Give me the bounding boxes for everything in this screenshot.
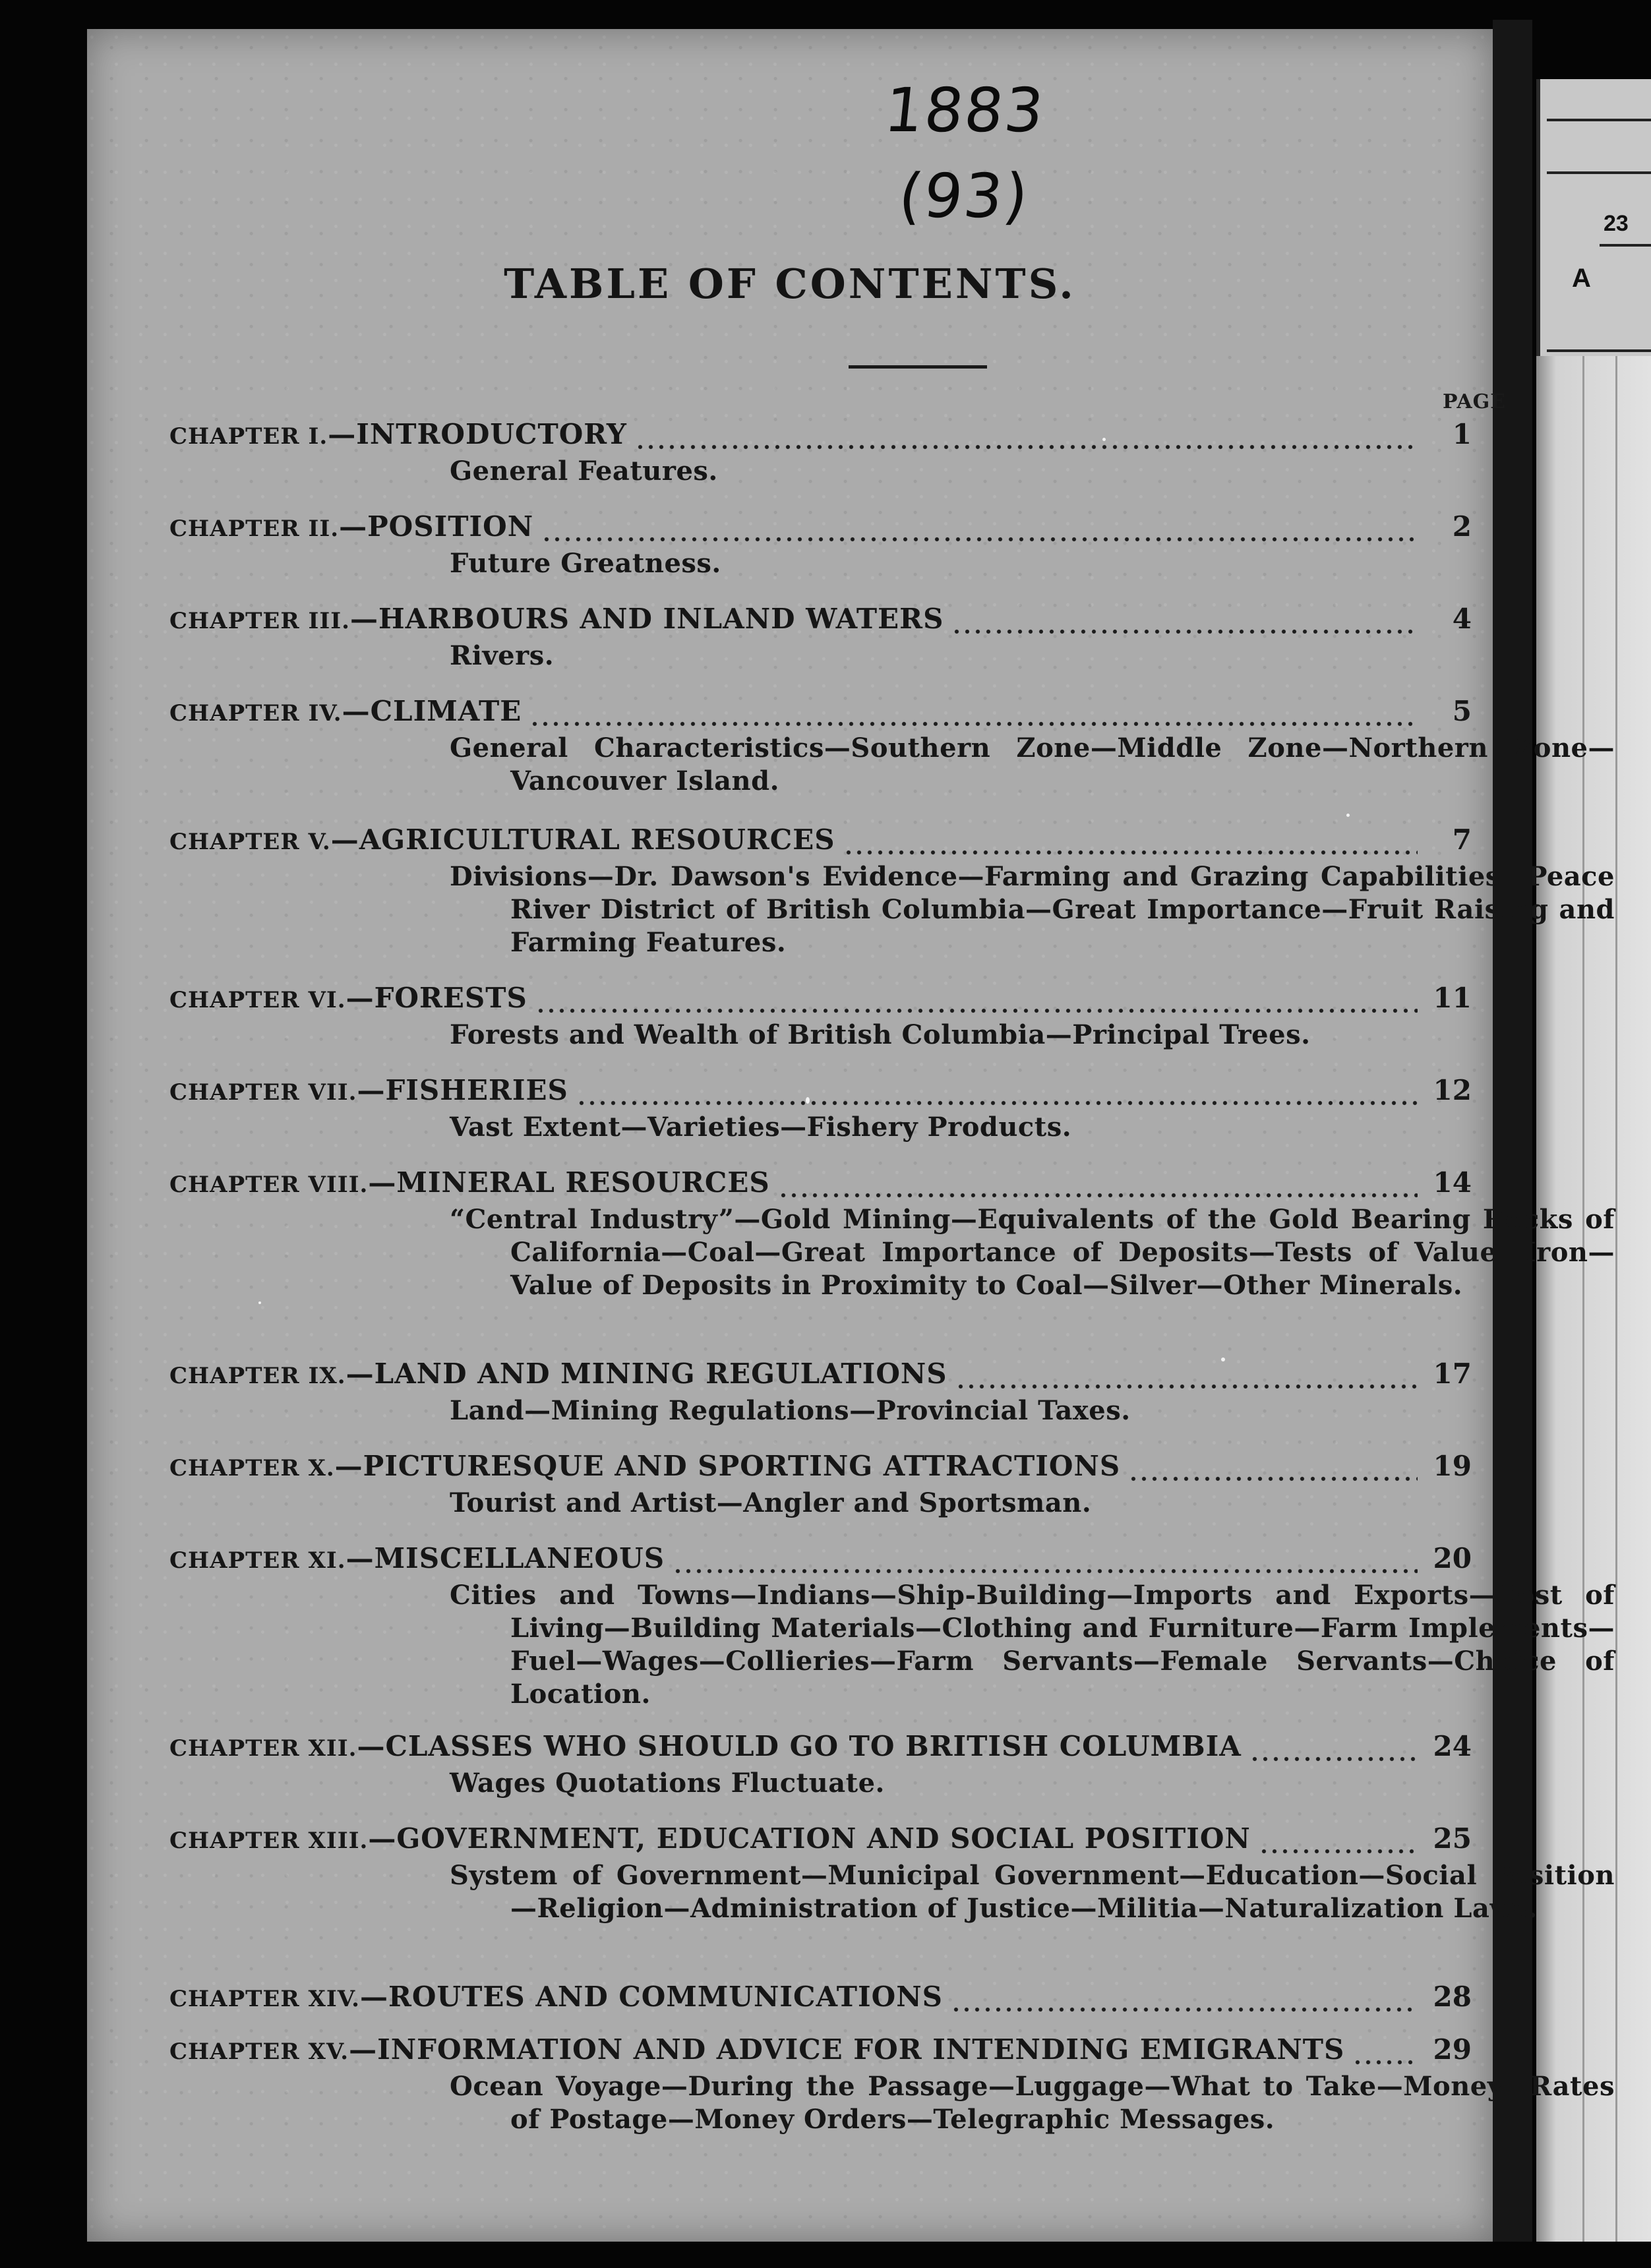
handwritten-number: (93) <box>895 161 1033 231</box>
chapter-page-number: 2 <box>1452 510 1472 543</box>
chapter-label: CHAPTER IV. <box>169 700 342 727</box>
dot-leader <box>541 537 1418 542</box>
toc-entry-heading <box>169 1542 1472 1583</box>
toc-entry-heading <box>169 1730 1472 1771</box>
chapter-label: CHAPTER VIII. <box>169 1172 369 1198</box>
chapter-page-number: 24 <box>1433 1730 1472 1762</box>
map-fragment-number: 23 <box>1604 211 1629 236</box>
page-title: TABLE OF CONTENTS. <box>504 260 1076 308</box>
dot-leader <box>1259 1849 1418 1854</box>
chapter-description: General Features. <box>450 456 718 487</box>
handwritten-year: 1883 <box>881 75 1048 146</box>
scanned-page <box>87 29 1615 2242</box>
chapter-label: CHAPTER XIII. <box>169 1828 369 1854</box>
chapter-page-number: 25 <box>1433 1822 1472 1855</box>
toc-entry <box>169 418 1472 488</box>
chapter-description: Rivers. <box>450 640 555 671</box>
chapter-title: —FORESTS <box>345 982 527 1014</box>
chapter-description: Tourist and Artist—Angler and Sportsman. <box>450 1487 1092 1518</box>
adjacent-map-fragment <box>1536 79 1651 356</box>
chapter-label: CHAPTER XIV. <box>169 1986 360 2012</box>
dot-leader <box>843 850 1418 855</box>
toc-entry-heading <box>169 1450 1472 1491</box>
dot-leader <box>576 1100 1418 1106</box>
chapter-page-number: 1 <box>1452 418 1472 450</box>
toc-entry-heading <box>169 982 1472 1023</box>
toc-entry <box>169 1450 1472 1520</box>
dot-leader <box>1128 1476 1418 1481</box>
chapter-label: CHAPTER V. <box>169 829 331 855</box>
chapter-label: CHAPTER III. <box>169 608 350 634</box>
dot-leader <box>778 1193 1418 1198</box>
chapter-title: —LAND AND MINING REGULATIONS <box>345 1358 947 1390</box>
toc-entry <box>169 2033 1615 2136</box>
dot-leader <box>955 1384 1418 1389</box>
dot-leader <box>535 1008 1418 1013</box>
chapter-description: Cities and Towns—Indians—Ship-Building—Imports and Exports—Cost of Living—Building Materials—Clothing and Furniture—Farm Implements—Fuel—Wages—Collieries—Farm Servants—Female Servants—Choice of Location. <box>450 1580 1615 1710</box>
chapter-title: —POSITION <box>339 510 534 543</box>
dot-leader <box>1352 2060 1418 2065</box>
toc-entry <box>169 510 1472 580</box>
chapter-description: “Central Industry”—Gold Mining—Equivalents of the Gold Bearing Rocks of California—Coal—Great Importance of Deposits—Tests of Value—Iron—Value of Deposits in Proximity to Coal—Silver—Other Minerals. <box>450 1204 1615 1301</box>
chapter-label: CHAPTER VI. <box>169 987 346 1013</box>
dot-leader <box>673 1568 1418 1574</box>
chapter-page-number: 7 <box>1452 823 1472 856</box>
chapter-title: —INTRODUCTORY <box>328 418 627 450</box>
page-column-label: PAGE <box>1443 390 1507 413</box>
chapter-page-number: 20 <box>1433 1542 1472 1574</box>
toc-entry <box>169 1822 1615 1925</box>
dot-leader <box>635 444 1418 450</box>
toc-entry-heading <box>169 1981 1472 2021</box>
chapter-description: Land—Mining Regulations—Provincial Taxes. <box>450 1395 1131 1426</box>
chapter-description: Divisions—Dr. Dawson's Evidence—Farming and Grazing Capabilities—Peace River District of British Columbia—Great Importance—Fruit Raising and Farming Features. <box>450 861 1615 958</box>
toc-entry-heading <box>169 1166 1472 1207</box>
chapter-title: —GOVERNMENT, EDUCATION AND SOCIAL POSITION <box>368 1822 1251 1855</box>
toc-entry <box>169 1730 1472 1800</box>
toc-entry-heading <box>169 1822 1472 1863</box>
chapter-title: —HARBOURS AND INLAND WATERS <box>350 603 944 635</box>
chapter-label: CHAPTER XII. <box>169 1735 357 1762</box>
chapter-description: Future Greatness. <box>450 548 721 579</box>
toc-entry-heading <box>169 1074 1472 1115</box>
toc-entry-heading <box>169 603 1472 643</box>
toc-entry <box>169 695 1615 798</box>
chapter-label: CHAPTER XI. <box>169 1547 346 1574</box>
chapter-label: CHAPTER I. <box>169 423 328 450</box>
chapter-page-number: 11 <box>1433 982 1472 1014</box>
chapter-page-number: 4 <box>1452 603 1472 635</box>
chapter-label: CHAPTER IX. <box>169 1363 346 1389</box>
chapter-description: General Characteristics—Southern Zone—Middle Zone—Northern Zone—Vancouver Island. <box>450 732 1615 796</box>
dot-leader <box>1249 1756 1418 1762</box>
title-rule <box>849 365 987 369</box>
toc-entry-heading <box>169 2033 1472 2074</box>
chapter-page-number: 29 <box>1433 2033 1472 2066</box>
toc-entry-heading <box>169 510 1472 551</box>
chapter-label: CHAPTER II. <box>169 516 340 542</box>
toc-entry <box>169 823 1615 959</box>
chapter-title: —MINERAL RESOURCES <box>368 1166 770 1199</box>
chapter-title: —INFORMATION AND ADVICE FOR INTENDING EMIGRANTS <box>349 2033 1345 2066</box>
toc-entry-heading <box>169 418 1472 459</box>
chapter-page-number: 5 <box>1452 695 1472 727</box>
chapter-title: —FISHERIES <box>357 1074 568 1106</box>
dot-leader <box>951 629 1418 634</box>
chapter-page-number: 19 <box>1433 1450 1472 1482</box>
map-fragment-letter: A <box>1572 264 1591 293</box>
chapter-label: CHAPTER XV. <box>169 2039 349 2065</box>
toc-entry-heading <box>169 695 1472 736</box>
chapter-page-number: 17 <box>1433 1358 1472 1390</box>
toc-entry-heading <box>169 823 1472 864</box>
chapter-page-number: 12 <box>1433 1074 1472 1106</box>
chapter-title: —CLASSES WHO SHOULD GO TO BRITISH COLUMBIA <box>357 1730 1242 1762</box>
chapter-page-number: 28 <box>1433 1981 1472 2013</box>
chapter-label: CHAPTER X. <box>169 1455 335 1481</box>
dot-leader <box>529 721 1418 727</box>
toc-entry <box>169 982 1472 1052</box>
chapter-title: —MISCELLANEOUS <box>345 1542 665 1574</box>
toc-entry <box>169 1542 1615 1711</box>
chapter-description: Vast Extent—Varieties—Fishery Products. <box>450 1112 1072 1143</box>
chapter-title: —PICTURESQUE AND SPORTING ATTRACTIONS <box>334 1450 1121 1482</box>
chapter-title: —CLIMATE <box>342 695 522 727</box>
chapter-title: —ROUTES AND COMMUNICATIONS <box>360 1981 943 2013</box>
dot-leader <box>951 2007 1418 2012</box>
toc-entry <box>169 603 1472 672</box>
toc-entry <box>169 1358 1472 1427</box>
chapter-description: Forests and Wealth of British Columbia—Principal Trees. <box>450 1019 1311 1050</box>
chapter-title: —AGRICULTURAL RESOURCES <box>330 823 835 856</box>
toc-entry <box>169 1074 1472 1144</box>
chapter-page-number: 14 <box>1433 1166 1472 1199</box>
chapter-label: CHAPTER VII. <box>169 1079 357 1106</box>
toc-entry <box>169 1166 1615 1302</box>
chapter-description: Ocean Voyage—During the Passage—Luggage—What to Take—Money—Rates of Postage—Money Orders—Telegraphic Messages. <box>450 2071 1615 2135</box>
toc-entry <box>169 1981 1472 2021</box>
toc-entry-heading <box>169 1358 1472 1398</box>
chapter-description: System of Government—Municipal Government—Education—Social Position—Religion—Administration of Justice—Militia—Naturalization Laws. <box>450 1860 1615 1924</box>
chapter-description: Wages Quotations Fluctuate. <box>450 1768 885 1799</box>
